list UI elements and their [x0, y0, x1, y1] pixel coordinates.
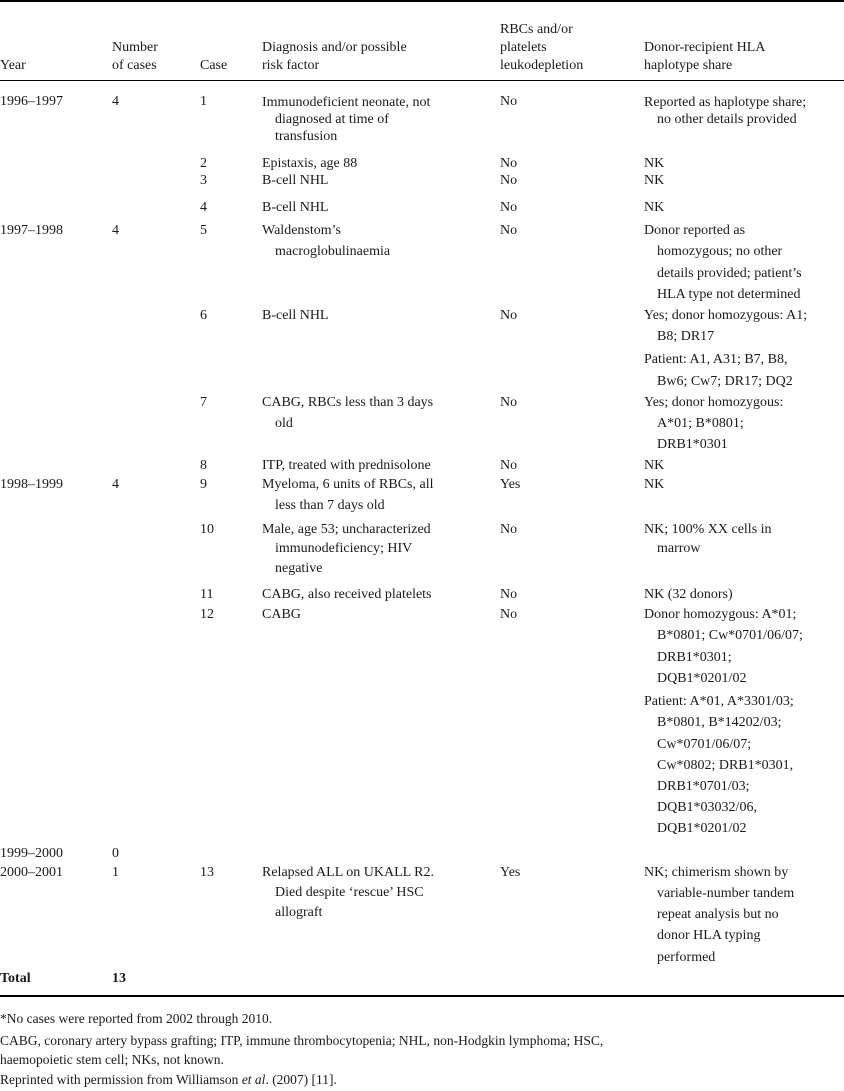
- case-number: 1: [200, 94, 207, 109]
- hla-text: NK; chimerism shown by: [644, 865, 789, 880]
- footnote-reprint: [0, 1071, 337, 1089]
- hla-text: marrow: [657, 541, 701, 556]
- diagnosis-text: CABG, also received platelets: [262, 587, 432, 602]
- case-number: 4: [200, 200, 207, 215]
- case-number: 6: [200, 308, 207, 323]
- footnote-abbreviations-line2: haemopoietic stem cell; NKs, not known.: [0, 1052, 224, 1067]
- diagnosis-text: B-cell NHL: [262, 200, 329, 215]
- diagnosis-text: Died despite ‘rescue’ HSC: [275, 885, 424, 900]
- diagnosis-text: negative: [275, 561, 323, 576]
- hla-text: NK: [644, 156, 665, 171]
- leukodepletion-value: No: [500, 173, 518, 188]
- hla-text: NK: [644, 477, 665, 492]
- total-label: Total: [0, 971, 31, 986]
- leukodepletion-value: No: [500, 223, 518, 238]
- hla-text: no other details provided: [657, 112, 797, 127]
- hla-text: NK (32 donors): [644, 587, 733, 602]
- diagnosis-text: B-cell NHL: [262, 308, 329, 323]
- hla-text: DQB1*0201/02: [657, 671, 747, 686]
- hla-text: NK: [644, 458, 665, 473]
- header-hla-line2: haplotype share: [644, 58, 733, 73]
- hla-text: DRB1*0301: [657, 437, 728, 452]
- case-number: 10: [200, 522, 214, 537]
- case-number: 5: [200, 223, 207, 238]
- leukodepletion-value: No: [500, 200, 518, 215]
- hla-text: NK: [644, 200, 665, 215]
- reprint-text: Reprinted with permission from Williamson: [0, 1072, 242, 1087]
- diagnosis-text: old: [275, 416, 293, 431]
- year-case-count: 1: [112, 865, 119, 880]
- header-cases-line1: Number: [112, 40, 158, 55]
- year-case-count: 4: [112, 477, 119, 492]
- case-number: 11: [200, 587, 214, 602]
- case-number: 7: [200, 395, 207, 410]
- hla-text: Patient: A1, A31; B7, B8,: [644, 352, 788, 367]
- diagnosis-text: Relapsed ALL on UKALL R2.: [262, 865, 434, 880]
- year-case-count: 0: [112, 846, 119, 861]
- reprint-et-al: et al: [241, 1072, 266, 1087]
- diagnosis-text: Waldenstom’s: [262, 223, 341, 238]
- year-label: 2000–2001: [0, 865, 63, 880]
- diagnosis-text: ITP, treated with prednisolone: [262, 458, 431, 473]
- hla-text: Yes; donor homozygous:: [644, 395, 784, 410]
- hla-text: Cw*0701/06/07;: [657, 737, 752, 752]
- diagnosis-text: macroglobulinaemia: [275, 244, 391, 259]
- year-case-count: 4: [112, 94, 119, 109]
- year-case-count: 4: [112, 223, 119, 238]
- header-leukodepletion-line3: leukodepletion: [500, 58, 584, 73]
- hla-text: Yes; donor homozygous: A1;: [644, 308, 808, 323]
- diagnosis-text: allograft: [275, 905, 323, 920]
- leukodepletion-value: No: [500, 522, 518, 537]
- year-label: 1999–2000: [0, 846, 63, 861]
- hla-text: Donor homozygous: A*01;: [644, 607, 797, 622]
- hla-text: B*0801, B*14202/03;: [657, 715, 782, 730]
- footnote-no-cases: *No cases were reported from 2002 through 2010.: [0, 1011, 273, 1026]
- diagnosis-text: Epistaxis, age 88: [262, 156, 358, 171]
- case-number: 2: [200, 156, 207, 171]
- leukodepletion-value: No: [500, 94, 518, 109]
- hla-text: NK: [644, 173, 665, 188]
- hla-text: performed: [657, 950, 716, 965]
- leukodepletion-value: No: [500, 395, 518, 410]
- diagnosis-text: CABG, RBCs less than 3 days: [262, 395, 434, 410]
- reprint-citation: . (2007) [11].: [265, 1072, 337, 1087]
- leukodepletion-value: Yes: [500, 477, 521, 492]
- table-top-rule: [0, 0, 844, 2]
- hla-text: Bw6; Cw7; DR17; DQ2: [657, 374, 793, 389]
- year-label: 1996–1997: [0, 94, 63, 109]
- leukodepletion-value: No: [500, 607, 518, 622]
- diagnosis-text: Male, age 53; uncharacterized: [262, 522, 431, 537]
- hla-text: NK; 100% XX cells in: [644, 522, 772, 537]
- hla-text: variable-number tandem: [657, 886, 795, 901]
- header-year: Year: [0, 58, 26, 73]
- hla-text: repeat analysis but no: [657, 907, 779, 922]
- hla-text: Donor reported as: [644, 223, 746, 238]
- header-cases-line2: of cases: [112, 58, 157, 73]
- diagnosis-text: immunodeficiency; HIV: [275, 541, 413, 556]
- case-number: 9: [200, 477, 207, 492]
- hla-text: details provided; patient’s: [657, 266, 802, 281]
- hla-text: B8; DR17: [657, 329, 715, 344]
- diagnosis-text: B-cell NHL: [262, 173, 329, 188]
- header-hla-line1: Donor-recipient HLA: [644, 40, 766, 55]
- hla-text: DQB1*03032/06,: [657, 800, 757, 815]
- header-leukodepletion-line1: RBCs and/or: [500, 22, 573, 37]
- case-number: 12: [200, 607, 214, 622]
- hla-text: HLA type not determined: [657, 287, 801, 302]
- footnote-abbreviations-line1: CABG, coronary artery bypass grafting; ITP, immune thrombocytopenia; NHL, non-Hodgkin lymphoma; HSC,: [0, 1033, 604, 1048]
- leukodepletion-value: No: [500, 308, 518, 323]
- diagnosis-text: Myeloma, 6 units of RBCs, all: [262, 477, 434, 492]
- hla-text: homozygous; no other: [657, 244, 783, 259]
- case-number: 3: [200, 173, 207, 188]
- hla-text: Reported as haplotype share;: [644, 95, 807, 110]
- case-number: 8: [200, 458, 207, 473]
- table-bottom-rule: [0, 995, 844, 997]
- header-diagnosis-line1: Diagnosis and/or possible: [262, 40, 407, 55]
- hla-text: DRB1*0301;: [657, 650, 732, 665]
- hla-text: B*0801; Cw*0701/06/07;: [657, 628, 803, 643]
- case-number: 13: [200, 865, 214, 880]
- header-leukodepletion-line2: platelets: [500, 40, 547, 55]
- hla-text: A*01; B*0801;: [657, 416, 744, 431]
- total-count: 13: [112, 971, 126, 986]
- hla-text: donor HLA typing: [657, 928, 761, 943]
- leukodepletion-value: No: [500, 587, 518, 602]
- diagnosis-text: CABG: [262, 607, 301, 622]
- diagnosis-text: Immunodeficient neonate, not: [262, 95, 431, 110]
- diagnosis-text: transfusion: [275, 129, 338, 144]
- diagnosis-text: less than 7 days old: [275, 498, 385, 513]
- leukodepletion-value: Yes: [500, 865, 521, 880]
- hla-text: Cw*0802; DRB1*0301,: [657, 758, 794, 773]
- header-diagnosis-line2: risk factor: [262, 58, 320, 73]
- header-rule: [0, 80, 844, 81]
- hla-text: Patient: A*01, A*3301/03;: [644, 694, 794, 709]
- year-label: 1998–1999: [0, 477, 63, 492]
- header-case: Case: [200, 58, 228, 73]
- leukodepletion-value: No: [500, 156, 518, 171]
- year-label: 1997–1998: [0, 223, 63, 238]
- hla-text: DQB1*0201/02: [657, 821, 747, 836]
- hla-text: DRB1*0701/03;: [657, 779, 750, 794]
- diagnosis-text: diagnosed at time of: [275, 112, 389, 127]
- leukodepletion-value: No: [500, 458, 518, 473]
